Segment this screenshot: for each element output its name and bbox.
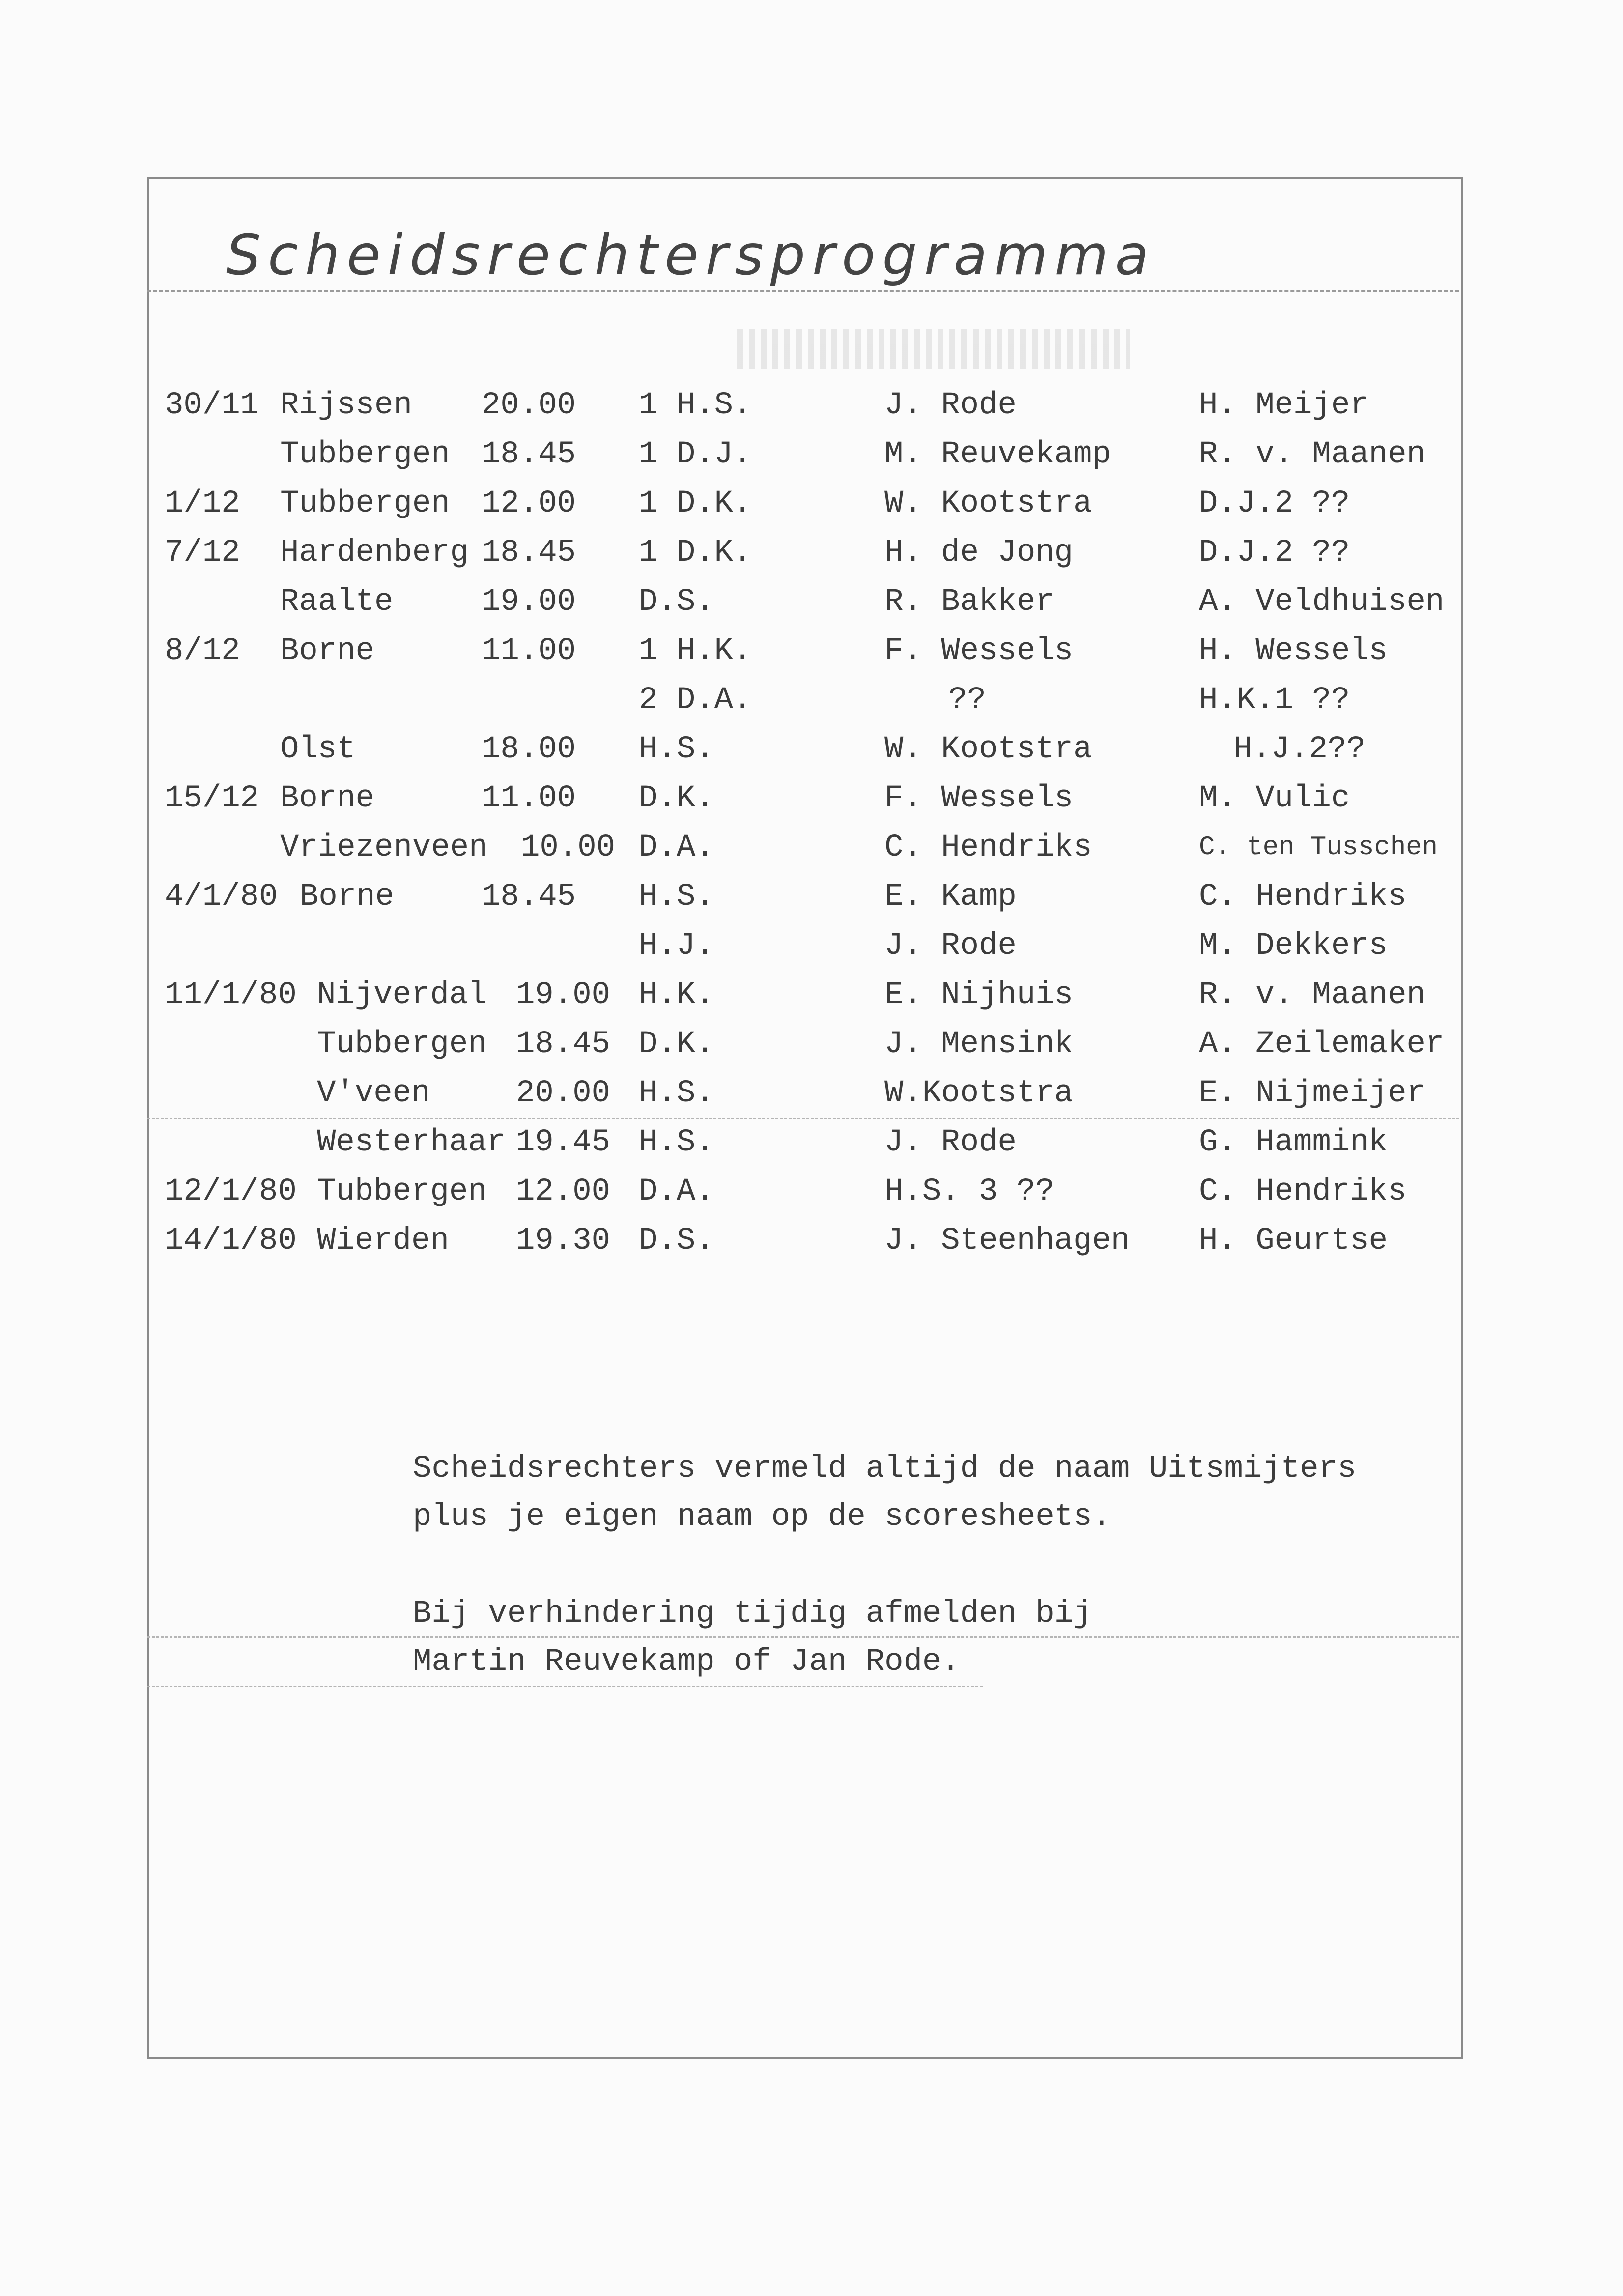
note-line: Martin Reuvekamp of Jan Rode.: [413, 1644, 960, 1680]
time-cell: 11.00: [482, 633, 576, 669]
time-cell: 19.00: [482, 584, 576, 620]
referee-2-cell: M. Vulic: [1199, 781, 1350, 816]
referee-1-cell: W.Kootstra: [884, 1076, 1074, 1111]
table-row: [0, 479, 1623, 528]
place-cell: Borne: [280, 633, 375, 669]
time-cell: 18.00: [482, 732, 576, 767]
time-cell: 18.45: [482, 535, 576, 571]
team-cell: 1 H.S.: [639, 388, 752, 423]
page-title: Scheidsrechtersprogramma: [226, 224, 1156, 287]
team-cell: H.S.: [639, 879, 714, 915]
referee-1-cell: H.S. 3 ??: [884, 1174, 1054, 1209]
referee-1-cell: J. Rode: [884, 1125, 1017, 1160]
referee-1-cell: R. Bakker: [884, 584, 1054, 620]
referee-2-cell: D.J.2 ??: [1199, 535, 1350, 571]
referee-1-cell: C. Hendriks: [884, 830, 1092, 865]
place-cell: Westerhaar: [317, 1125, 506, 1160]
referee-2-cell: H. Wessels: [1199, 633, 1388, 669]
table-row: [0, 725, 1623, 774]
team-cell: D.A.: [639, 830, 714, 865]
referee-1-cell: E. Nijhuis: [884, 977, 1074, 1013]
date-cell: 4/1/80: [165, 879, 278, 915]
referee-2-cell: H.K.1 ??: [1199, 683, 1350, 718]
referee-2-cell: H.J.2??: [1233, 732, 1366, 767]
time-cell: 20.00: [516, 1076, 611, 1111]
title-underline: [147, 290, 1459, 292]
place-cell: Rijssen: [280, 388, 412, 423]
referee-1-cell: F. Wessels: [884, 781, 1074, 816]
table-row: [0, 971, 1623, 1020]
table-row: [0, 381, 1623, 430]
table-row: [0, 1167, 1623, 1216]
referee-2-cell: C. Hendriks: [1199, 1174, 1407, 1209]
referee-1-cell: H. de Jong: [884, 535, 1074, 571]
referee-2-cell: E. Nijmeijer: [1199, 1076, 1425, 1111]
team-cell: D.A.: [639, 1174, 714, 1209]
referee-1-cell: M. Reuvekamp: [884, 437, 1111, 472]
note-line: plus je eigen naam op de scoresheets.: [413, 1499, 1111, 1535]
note-line: Scheidsrechters vermeld altijd de naam Uitsmijters: [413, 1451, 1357, 1487]
place-cell: Raalte: [280, 584, 394, 620]
time-cell: 18.45: [516, 1027, 611, 1062]
date-cell: 11/1/80: [165, 977, 297, 1013]
referee-2-cell: C. ten Tusschen: [1199, 832, 1438, 862]
team-cell: H.J.: [639, 928, 714, 964]
time-cell: 19.00: [516, 977, 611, 1013]
table-row: [0, 577, 1623, 627]
referee-1-cell: J. Mensink: [884, 1027, 1074, 1062]
team-cell: D.S.: [639, 1223, 714, 1259]
place-cell: Tubbergen: [280, 486, 450, 521]
table-row: [0, 1216, 1623, 1265]
time-cell: 20.00: [482, 388, 576, 423]
team-cell: 2 D.A.: [639, 683, 752, 718]
time-cell: 19.30: [516, 1223, 611, 1259]
referee-2-cell: R. v. Maanen: [1199, 977, 1425, 1013]
referee-1-cell: J. Steenhagen: [884, 1223, 1130, 1259]
date-cell: 30/11: [165, 388, 259, 423]
place-cell: Vriezenveen: [280, 830, 488, 865]
table-row: [0, 774, 1623, 823]
place-cell: Borne: [300, 879, 395, 915]
referee-2-cell: G. Hammink: [1199, 1125, 1388, 1160]
team-cell: 1 H.K.: [639, 633, 752, 669]
team-cell: D.K.: [639, 1027, 714, 1062]
place-cell: Tubbergen: [280, 437, 450, 472]
referee-2-cell: A. Zeilemaker: [1199, 1027, 1445, 1062]
table-row: [0, 430, 1623, 479]
place-cell: V'veen: [317, 1076, 430, 1111]
table-row: [0, 823, 1623, 872]
table-row: [0, 1020, 1623, 1069]
note-line: Bij verhindering tijdig afmelden bij: [413, 1596, 1092, 1632]
table-row: [0, 872, 1623, 921]
place-cell: Nijverdal: [317, 977, 487, 1013]
date-cell: 15/12: [165, 781, 259, 816]
team-cell: D.S.: [639, 584, 714, 620]
date-cell: 7/12: [165, 535, 240, 571]
referee-1-cell: J. Rode: [884, 388, 1017, 423]
place-cell: Wierden: [317, 1223, 449, 1259]
table-row: [0, 528, 1623, 577]
time-cell: 10.00: [521, 830, 616, 865]
team-cell: H.S.: [639, 1125, 714, 1160]
time-cell: 12.00: [516, 1174, 611, 1209]
table-row: [0, 1118, 1623, 1167]
referee-1-cell: F. Wessels: [884, 633, 1074, 669]
referee-2-cell: R. v. Maanen: [1199, 437, 1425, 472]
team-cell: H.K.: [639, 977, 714, 1013]
team-cell: D.K.: [639, 781, 714, 816]
team-cell: 1 D.K.: [639, 535, 752, 571]
place-cell: Borne: [280, 781, 375, 816]
team-cell: H.S.: [639, 732, 714, 767]
table-row: [0, 921, 1623, 971]
table-row: [0, 627, 1623, 676]
note-separator: [147, 1686, 983, 1687]
date-cell: 1/12: [165, 486, 240, 521]
time-cell: 18.45: [482, 437, 576, 472]
table-row: [0, 676, 1623, 725]
date-cell: 14/1/80: [165, 1223, 297, 1259]
referee-1-cell: W. Kootstra: [884, 732, 1092, 767]
team-cell: 1 D.J.: [639, 437, 752, 472]
date-cell: 12/1/80: [165, 1174, 297, 1209]
table-row: [0, 1069, 1623, 1118]
date-cell: 8/12: [165, 633, 240, 669]
place-cell: Olst: [280, 732, 356, 767]
referee-1-cell: ??: [948, 683, 986, 718]
referee-2-cell: C. Hendriks: [1199, 879, 1407, 915]
team-cell: H.S.: [639, 1076, 714, 1111]
team-cell: 1 D.K.: [639, 486, 752, 521]
referee-1-cell: E. Kamp: [884, 879, 1017, 915]
referee-2-cell: A. Veldhuisen: [1199, 584, 1445, 620]
referee-2-cell: M. Dekkers: [1199, 928, 1388, 964]
time-cell: 12.00: [482, 486, 576, 521]
time-cell: 11.00: [482, 781, 576, 816]
row-separator: [147, 1118, 1459, 1119]
referee-2-cell: H. Meijer: [1199, 388, 1369, 423]
referee-1-cell: J. Rode: [884, 928, 1017, 964]
place-cell: Hardenberg: [280, 535, 469, 571]
note-separator: [147, 1636, 1459, 1638]
place-cell: Tubbergen: [317, 1027, 487, 1062]
place-cell: Tubbergen: [317, 1174, 487, 1209]
faded-bleedthrough-text: [737, 329, 1130, 369]
referee-2-cell: H. Geurtse: [1199, 1223, 1388, 1259]
time-cell: 18.45: [482, 879, 576, 915]
referee-2-cell: D.J.2 ??: [1199, 486, 1350, 521]
time-cell: 19.45: [516, 1125, 611, 1160]
referee-1-cell: W. Kootstra: [884, 486, 1092, 521]
